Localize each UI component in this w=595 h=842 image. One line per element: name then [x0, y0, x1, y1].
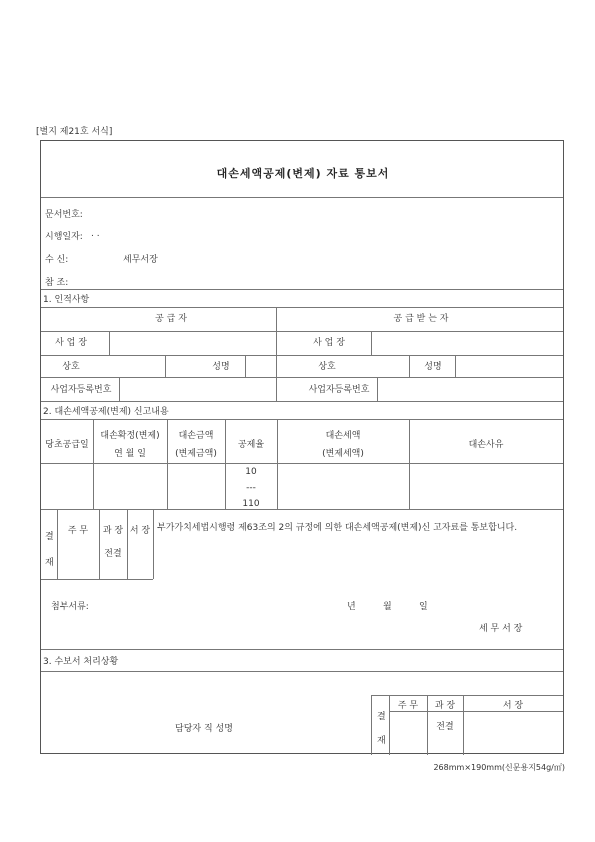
divider	[99, 509, 100, 579]
receiver-business-place-label: 사 업 장	[313, 338, 345, 348]
divider	[409, 355, 410, 377]
rate-denominator: 110	[242, 499, 260, 508]
divider	[377, 377, 378, 401]
section3-heading: 3. 수보서 처리상황	[43, 657, 119, 667]
divider	[389, 711, 563, 712]
approval1-label-2: 재	[45, 558, 54, 568]
col-tax-line1: 대손세액	[325, 431, 361, 441]
recipient-value: 세무서장	[123, 255, 158, 265]
approval2-delegated: 전결	[436, 722, 454, 732]
receiver-heading: 공 급 받 는 자	[393, 314, 449, 324]
paper-size-note: 268mm×190mm(신문용지54g/㎡)	[433, 763, 565, 772]
divider	[455, 355, 456, 377]
approval2-chief: 과 장	[434, 701, 456, 711]
supplier-heading: 공 급 자	[155, 314, 187, 324]
divider	[41, 307, 563, 308]
divider	[167, 419, 168, 509]
divider	[225, 419, 226, 509]
divider	[41, 289, 563, 290]
signer: 세 무 서 장	[479, 624, 523, 634]
divider	[245, 355, 246, 377]
divider	[409, 419, 410, 509]
form-title: 대손세액공제(변제) 자료 통보서	[216, 167, 390, 180]
approval2-head: 서 장	[502, 701, 524, 711]
approval2-staff: 주 무	[397, 701, 419, 711]
divider	[276, 307, 277, 401]
approval1-label-1: 결	[45, 532, 54, 542]
divider	[371, 695, 372, 755]
divider	[153, 509, 154, 579]
divider	[41, 509, 563, 510]
divider	[57, 509, 58, 579]
divider	[371, 695, 563, 696]
divider	[41, 649, 563, 650]
col-amount-line1: 대손금액	[178, 431, 214, 441]
divider	[127, 509, 128, 579]
officer-label: 담당자 직 성명	[175, 724, 233, 734]
divider	[109, 331, 110, 355]
divider	[119, 377, 120, 401]
divider	[277, 419, 278, 509]
col-tax-line2: (변제세액)	[322, 449, 364, 459]
recipient-label: 수 신:	[45, 255, 69, 265]
supplier-reg-no-label: 사업자등록번호	[50, 385, 112, 395]
notice-text: 부가가치세법시행령 제63조의 2의 규정에 의한 대손세액공제(변제)신 고자료를 통보합니다.	[157, 523, 518, 533]
divider	[463, 695, 464, 755]
divider	[371, 331, 372, 355]
date-value: . .	[91, 229, 100, 239]
approval2-label-2: 재	[377, 736, 386, 746]
reference-label: 참 조:	[45, 278, 69, 288]
divider	[93, 419, 94, 509]
divider	[41, 331, 563, 332]
form-id: [별지 제21호 서식]	[36, 127, 113, 137]
col-supply-date: 당초공급일	[45, 440, 89, 450]
doc-no-label: 문서번호:	[45, 210, 83, 220]
rate-numerator: 10	[245, 467, 257, 477]
supplier-company-label: 상호	[62, 362, 80, 372]
approval1-chief: 과 장	[102, 526, 124, 536]
receiver-reg-no-label: 사업자등록번호	[308, 385, 370, 395]
rate-fraction-line: ---	[246, 483, 256, 493]
date-month: 월	[383, 602, 392, 612]
supplier-business-place-label: 사 업 장	[55, 338, 87, 348]
divider	[41, 197, 563, 198]
section2-heading: 2. 대손세액공제(변제) 신고내용	[43, 407, 169, 417]
divider	[41, 419, 563, 420]
approval2-label-1: 결	[377, 712, 386, 722]
notice-form	[40, 140, 564, 754]
divider	[41, 401, 563, 402]
approval1-head: 서 장	[129, 526, 151, 536]
col-confirm-date-line2: 연 월 일	[114, 449, 146, 459]
divider	[41, 355, 563, 356]
section1-heading: 1. 인적사항	[43, 295, 90, 305]
col-rate: 공제율	[237, 440, 265, 450]
approval1-staff: 주 무	[67, 526, 89, 536]
divider	[41, 463, 563, 464]
divider	[41, 671, 563, 672]
divider	[427, 695, 428, 755]
attachments-label: 첨부서류:	[51, 602, 89, 612]
date-day: 일	[419, 602, 428, 612]
supplier-name-label: 성명	[212, 362, 230, 372]
divider	[41, 579, 153, 580]
divider	[389, 695, 390, 755]
col-reason: 대손사유	[468, 440, 504, 450]
receiver-company-label: 상호	[318, 362, 336, 372]
date-year: 년	[347, 602, 356, 612]
approval1-delegated: 전결	[104, 549, 122, 559]
col-confirm-date-line1: 대손확정(변제)	[100, 431, 160, 441]
divider	[165, 355, 166, 377]
date-label: 시행일자:	[45, 232, 83, 242]
receiver-name-label: 성명	[424, 362, 442, 372]
col-amount-line2: (변제금액)	[175, 449, 217, 459]
